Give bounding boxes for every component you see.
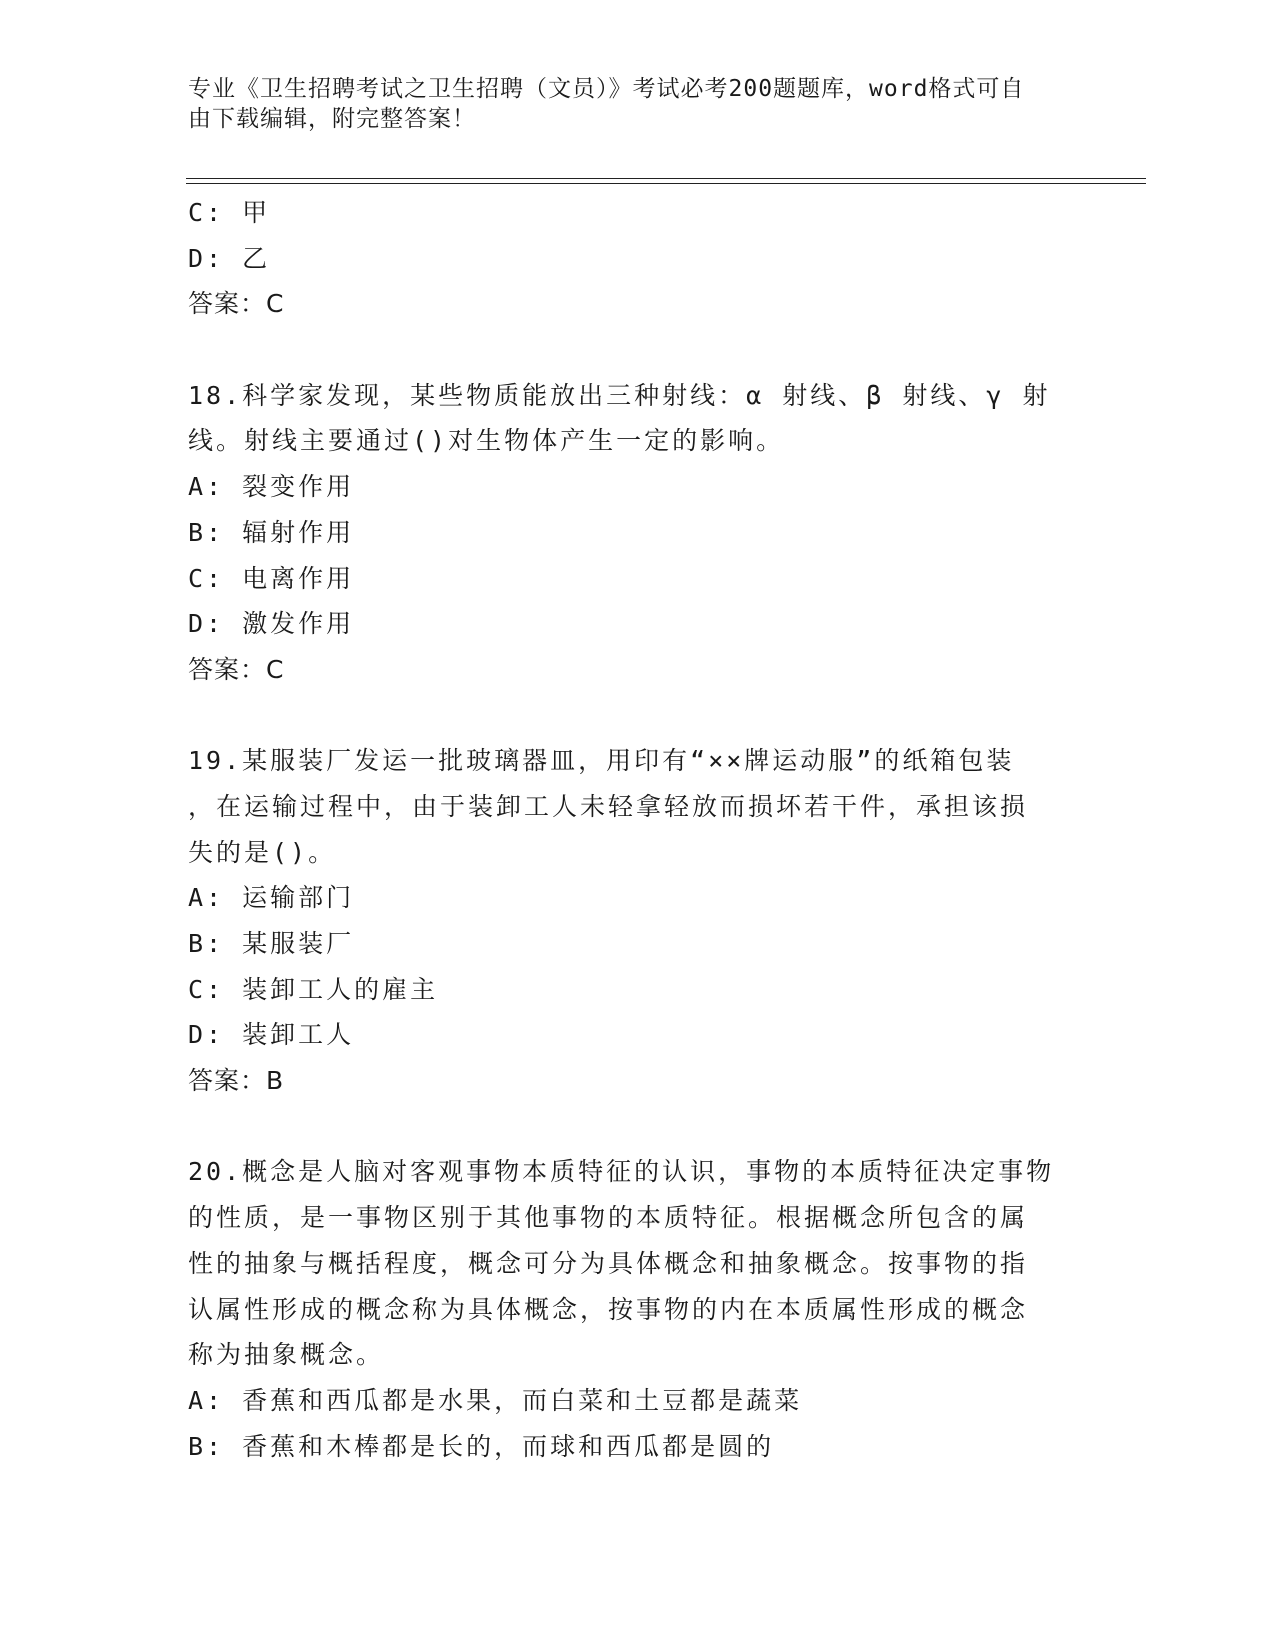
question-20 (188, 1149, 1068, 1469)
option-b: B: 辐射作用 (188, 517, 355, 547)
header-rule-top (186, 178, 1146, 179)
header-line-1: 专业《卫生招聘考试之卫生招聘（文员）》考试必考200题题库，word格式可自 (188, 76, 1025, 102)
question-17-tail (188, 190, 1068, 327)
question-text-line: 失的是()。 (188, 837, 337, 867)
question-text-line: 19.某服装厂发运一批玻璃器皿，用印有“××牌运动服”的纸箱包装 (188, 746, 1015, 776)
answer-label: 答案：B (188, 1066, 285, 1096)
option-a: A: 运输部门 (188, 883, 355, 913)
question-text-line: ，在运输过程中，由于装卸工人未轻拿轻放而损坏若干件，承担该损 (188, 791, 1029, 821)
question-text-line: 称为抽象概念。 (188, 1340, 385, 1370)
option-c: C: 装卸工人的雇主 (188, 974, 439, 1004)
question-text-line: 性的抽象与概括程度，概念可分为具体概念和抽象概念。按事物的指 (188, 1248, 1029, 1278)
question-content (188, 190, 1068, 1469)
option-c: C: 电离作用 (188, 563, 355, 593)
spacer (188, 327, 1068, 373)
question-text-line: 18.科学家发现，某些物质能放出三种射线：α 射线、β 射线、γ 射 (188, 380, 1051, 410)
spacer (188, 693, 1068, 739)
option-c: C: 甲 (188, 198, 271, 227)
option-b: B: 某服装厂 (188, 929, 355, 958)
answer-label: 答案：C (188, 289, 285, 319)
option-b: B: 香蕉和木棒都是长的，而球和西瓜都是圆的 (188, 1431, 775, 1461)
question-18 (188, 373, 1068, 693)
question-text-line: 的性质，是一事物区别于其他事物的本质特征。根据概念所包含的属 (188, 1203, 1029, 1233)
question-text-line: 认属性形成的概念称为具体概念，按事物的内在本质属性形成的概念 (188, 1294, 1029, 1324)
option-d: D: 乙 (188, 243, 271, 273)
option-a: A: 裂变作用 (188, 472, 355, 502)
header-rule-bottom (186, 183, 1146, 184)
page-header (188, 74, 1058, 134)
header-line-2: 由下载编辑，附完整答案！ (188, 106, 476, 132)
answer-label: 答案：C (188, 654, 285, 684)
spacer (188, 1104, 1068, 1150)
question-19 (188, 738, 1068, 1104)
option-a: A: 香蕉和西瓜都是水果，而白菜和土豆都是蔬菜 (188, 1385, 803, 1415)
question-text-line: 线。射线主要通过()对生物体产生一定的影响。 (188, 426, 785, 456)
option-d: D: 装卸工人 (188, 1020, 355, 1050)
option-d: D: 激发作用 (188, 609, 355, 639)
question-text-line: 20.概念是人脑对客观事物本质特征的认识，事物的本质特征决定事物 (188, 1157, 1055, 1187)
